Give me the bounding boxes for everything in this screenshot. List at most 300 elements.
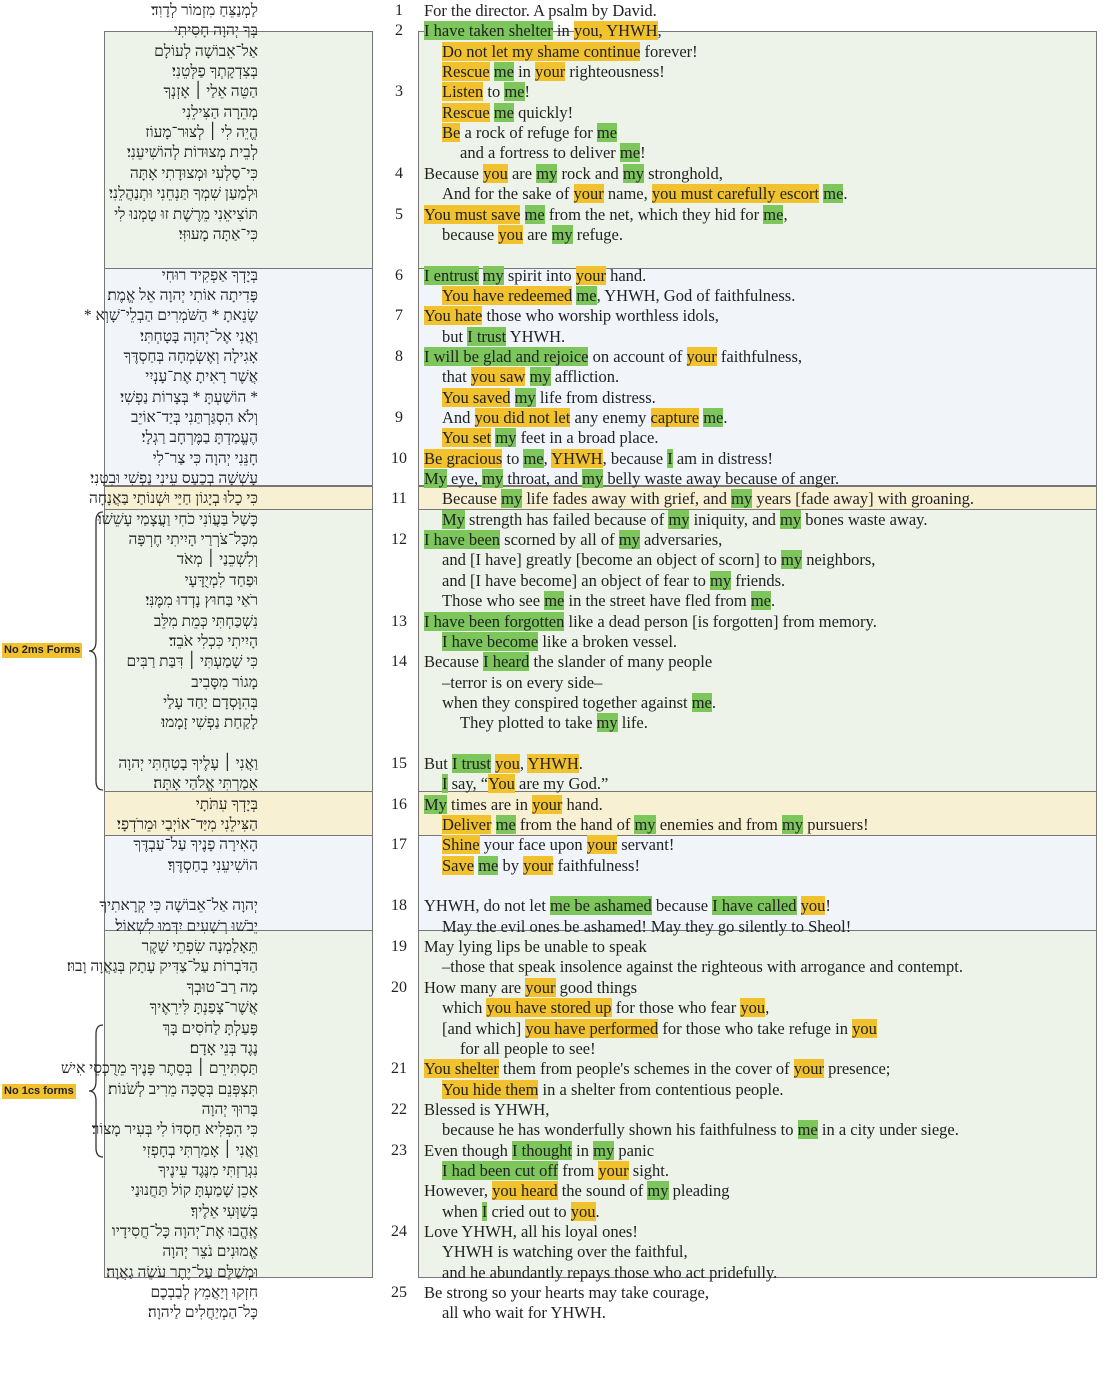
plain-text: Be strong so your hearts may take courage, [424,1283,709,1303]
psalm-line [0,408,1110,428]
psalm-line [0,1080,1110,1100]
second-person-highlight: you [495,753,520,773]
hebrew-text: הוֹשִׁיעֵנִי בְחַסְדֶּךָ׃ [167,856,258,874]
psalm-line [0,998,1110,1018]
plain-text: May the evil ones be ashamed! May they go silently to Sheol! [442,916,852,936]
psalm-line [0,1263,1110,1283]
second-person-highlight: Rescue [442,62,490,82]
hebrew-text: וּלְמַעַן שִׁמְךָ תַּנְחֵנִי וּתְנַהֲלֵנִי׃ [108,185,258,203]
plain-text: . [771,591,776,611]
plain-text [520,205,524,224]
hebrew-text: רֹאַי בַּחוּץ נָדְדוּ מִמֶּנִּי׃ [145,592,258,610]
plain-text: those who worship worthless idols, [482,306,719,326]
plain-text: good things [555,977,638,997]
hebrew-text: מִכָּל־צֹרְרַי הָיִיתִי חֶרְפָּה [128,531,258,549]
hebrew-text: שָׂנֵאתָ * הַשֹּׁמְרִים הַבְלֵי־שָׁוְא * [83,307,258,325]
plain-text: hand. [562,794,603,814]
psalm-line [0,1039,1110,1059]
verse-number: 9 [395,409,403,426]
plain-text: and a fortress to deliver [460,143,620,163]
english-text [424,978,637,998]
plain-text [510,388,514,407]
english-text [442,82,530,102]
english-text [442,1202,600,1222]
plain-text: , [657,21,662,41]
plain-text: iniquity, and [689,509,781,529]
english-text [442,1120,959,1140]
hebrew-text: חִזְקוּ וְיַאֲמֵץ לְבַבְכֶם [150,1284,258,1302]
plain-text: and [I have become] an object of fear to [442,570,710,590]
psalm-line [0,713,1110,733]
plain-text: May lying lips be unable to speak [424,937,647,957]
english-text [442,42,698,62]
first-person-highlight: I have been [424,530,501,550]
plain-text: are [523,224,552,244]
hebrew-text: כִּי שָׁמַעְתִּי ׀ דִּבַּת רַבִּים [126,653,258,671]
plain-text: that [442,367,471,387]
first-person-highlight: my [501,489,523,509]
second-person-highlight: Be gracious [424,448,503,468]
english-text [424,1222,638,1242]
english-text [460,143,646,163]
english-text [424,1141,654,1161]
hebrew-text: כִּי הִפְלִיא חַסְדּוֹ לִי בְּעִיר מָצוֹר׃ [91,1121,258,1139]
hebrew-text: מְהֵרָה הַצִּילֵנִי [182,103,258,121]
verse-number: 5 [395,205,403,223]
verse-number: 7 [395,307,403,325]
plain-text: hand. [605,265,647,285]
plain-text: Even though [424,1140,512,1160]
verse-number: 12 [391,531,407,549]
second-person-highlight: Deliver [442,815,492,834]
hebrew-text: אֲשֶׁר רָאִיתָ אֶת־עָנְיִי [145,368,258,386]
hebrew-text: בְּיָדְךָ עִתֹּתָי [195,795,258,813]
hebrew-text: נִגְרַזְתִּי מִנֶּגֶד עֵינֶיךָ [158,1161,258,1179]
verse-number: 1 [395,2,403,19]
plain-text: your face upon [479,835,587,855]
hebrew-text: יְהוָה אַל־אֵבוֹשָׁה כִּי קְרָאתִיךָ [99,897,258,915]
english-text [442,428,658,448]
plain-text: belly waste away because of anger. [603,469,840,489]
first-person-highlight: I have called [712,896,797,916]
english-text [442,62,665,82]
psalm-line [0,835,1110,855]
plain-text: YHWH, do not let [424,896,551,916]
english-text [424,164,723,184]
plain-text: am in distress! [672,448,774,468]
second-person-highlight: You saved [442,387,511,407]
hebrew-text: לְבֵית מְצוּדוֹת לְהוֹשִׁיעֵנִי׃ [126,144,258,162]
first-person-highlight: my [622,163,644,183]
hebrew-text: תּוֹצִיאֵנִי מֵרֶשֶׁת זוּ טָמְנוּ לִי [114,205,258,223]
first-person-highlight: I will be glad and rejoice [424,346,589,366]
hebrew-text: הֶעֱמַדְתָּ בַמֶּרְחָב רַגְלָי׃ [141,429,258,447]
second-person-highlight: You hate [424,306,483,326]
first-person-highlight: my [634,815,656,834]
plain-text: , YHWH, God of faithfulness. [596,285,796,305]
hebrew-text: בְּשַׁוְּעִי אֵלֶיךָ׃ [190,1202,258,1220]
plain-text: , [783,204,788,224]
english-text [424,21,662,41]
psalm-line [0,21,1110,41]
first-person-highlight: me [703,408,724,427]
english-text [442,673,602,693]
first-person-highlight: my [482,265,504,285]
plain-text: ! [524,82,531,102]
english-text [442,510,927,530]
english-text [442,286,795,306]
plain-text: say, “ [447,774,489,794]
plain-text: pursuers! [803,815,869,834]
english-text [442,184,848,204]
verse-number: 15 [391,754,407,772]
verse-number: 6 [395,266,403,284]
hebrew-text: אַל־אֵבוֹשָׁה לְעוֹלָם [154,42,258,60]
english-text [424,469,839,489]
first-person-highlight: I trust [467,326,507,346]
verse-number: 2 [395,22,403,40]
first-person-highlight: I had been cut off [442,1160,559,1180]
second-person-highlight: your [586,835,618,855]
psalm-line [0,856,1110,876]
second-person-highlight: you heard [492,1181,558,1201]
plain-text: for those who fear [611,998,741,1018]
second-person-highlight: Listen [442,82,484,102]
psalm-line [0,571,1110,591]
plain-text: in the street have fled from [564,591,751,611]
psalm-line [0,774,1110,794]
plain-text: . [595,1201,600,1221]
hebrew-text: הֱיֵה לִי ׀ לְצוּר־מָעוֹז [145,124,258,142]
english-text [442,1019,877,1039]
first-person-highlight: my [529,367,551,387]
plain-text: friends. [731,570,786,590]
english-text [424,652,712,672]
plain-text: ! [640,143,646,163]
verse-number: 14 [391,653,407,671]
first-person-highlight: my [782,815,804,834]
first-person-highlight: my [582,469,604,489]
psalm-line [0,1242,1110,1262]
psalm-line [0,693,1110,713]
second-person-highlight: Be [442,123,461,143]
plain-text: YHWH. [506,326,566,346]
plain-text: life fades away with grief, and [522,489,732,509]
first-person-highlight: I [442,774,448,794]
english-text [460,1039,596,1059]
english-text [424,266,646,286]
plain-text: life. [617,713,648,733]
verse-number: 20 [391,978,407,996]
psalm-line [0,1141,1110,1161]
hebrew-text: וַאֲנִי אֶל־יְהוָה בָּטָחְתִּי׃ [140,327,258,345]
plain-text [797,896,801,915]
hebrew-text: הַצִּילֵנִי מִיַּד־אוֹיְבַי וּמֵרֹדְפָי׃ [116,816,258,833]
first-person-highlight: me [544,591,565,611]
psalm-line [0,591,1110,611]
plain-text: . [711,692,717,712]
english-text [442,693,716,713]
plain-text: to [483,82,505,102]
plain-text: strength has failed because of [464,509,669,529]
second-person-highlight: you [852,1018,877,1038]
plain-text: all who wait for YHWH. [442,1303,606,1323]
psalm-line [0,469,1110,489]
english-text [442,835,674,855]
plain-text: a rock of refuge for [460,123,597,143]
first-person-highlight: I have been forgotten [424,611,565,631]
hebrew-text: אֱמוּנִים נֹצֵר יְהוָה [162,1243,258,1261]
psalm-line [0,1181,1110,1201]
first-person-highlight: my [551,224,573,244]
plain-text: Those who see [442,591,545,611]
plain-text: For the director. A psalm by David. [424,1,657,20]
psalm-line [0,957,1110,977]
plain-text: from the hand of [515,815,635,834]
english-text [424,937,647,957]
hebrew-text: אָמַרְתִּי אֱלֹהַי אָתָּה׃ [153,775,258,793]
english-text [442,815,869,835]
psalm-line [0,937,1110,957]
hebrew-text: מָגוֹר מִסָּבִיב [191,673,258,691]
second-person-highlight: you, YHWH [573,21,658,41]
plain-text: sight. [628,1160,669,1180]
hebrew-text: חָנֵּנִי יְהוָה כִּי צַר־לִי [152,449,258,467]
hebrew-text: * הוֹשַׁעְתָּ * בְּצָרוֹת נַפְשִׁי׃ [120,388,258,406]
second-person-highlight: You [488,774,515,794]
first-person-highlight: I heard [483,652,530,672]
hebrew-text: אָגִילָה וְאֶשְׂמְחָה בְּחַסְדֶּךָ [123,347,258,365]
english-text [442,998,769,1018]
verse-number: 10 [391,449,407,467]
plain-text: in [552,21,574,41]
first-person-highlight: I trust [451,753,491,773]
verse-number: 25 [391,1284,407,1302]
second-person-highlight: your [793,1059,824,1079]
plain-text: cried out to [487,1201,571,1221]
hebrew-text: כִּי־אַתָּה מָעוּזִּי׃ [178,225,258,243]
first-person-highlight: me [576,285,597,305]
plain-text: like a dead person [is forgotten] from memory. [564,611,877,631]
hebrew-text: כָּשַׁל בַּעֲוֹנִי כֹחִי וַעֲצָמַי עָשֵׁשׁוּ׃ [97,510,258,528]
plain-text: in a city under siege. [817,1120,959,1140]
plain-text: . [723,408,728,427]
hebrew-text: תִּצְפְּנֵם בְּסֻכָּה מֵרִיב לְשֹׁנוֹת׃ [108,1080,258,1098]
second-person-highlight: YHWH [551,448,603,468]
second-person-highlight: you did not let [474,408,571,427]
plain-text: panic [614,1140,655,1160]
psalm-line [0,449,1110,469]
first-person-highlight: my [731,489,753,509]
psalm-line [0,225,1110,245]
plain-text: , because [602,448,668,468]
hebrew-text: תַּסְתִּירֵם ׀ בְּסֵתֶר פָּנֶיךָ מֵרֻכְסֵי אִישׁ [61,1060,258,1078]
second-person-highlight: your [525,977,556,997]
psalm-line [0,388,1110,408]
plain-text: feet in a broad place. [516,428,659,448]
hebrew-text: הָיִיתִי כִּכְלִי אֹבֵד׃ [168,632,258,650]
plain-text: scorned by all of [500,530,619,550]
hebrew-text: אָכֵן שָׁמַעְתָּ קוֹל תַּחֲנוּנַי [130,1182,258,1200]
hebrew-text: וּפַחַד לִמְיֻדָּעָי [184,571,258,589]
psalm-line [0,795,1110,815]
psalm-line [0,673,1110,693]
verse-number: 19 [391,938,407,956]
first-person-highlight: I thought [512,1140,573,1160]
english-text [442,1161,669,1181]
verse-number: 11 [391,490,407,508]
english-text [442,856,640,876]
second-person-highlight: YHWH [527,753,579,773]
second-person-highlight: your [575,265,606,285]
first-person-highlight: my [781,550,803,570]
second-person-highlight: your [598,1160,629,1180]
first-person-highlight: me [596,123,618,143]
psalm-line [0,286,1110,306]
first-person-highlight: my [593,1140,615,1160]
first-person-highlight: me [823,184,844,204]
plain-text: throat, and [503,469,583,489]
english-text [442,591,775,611]
second-person-highlight: you [483,163,508,183]
psalm-line [0,815,1110,835]
psalm-line [0,266,1110,286]
hebrew-text: אֶֽהֱבוּ אֶת־יְהוָה כָּל־חֲסִידָיו [111,1223,258,1240]
plain-text: which [442,998,487,1018]
verse-number: 22 [391,1100,407,1118]
psalm-line [0,428,1110,448]
first-person-highlight: I [667,448,673,468]
hebrew-text: בָּרוּךְ יְהוָה [201,1100,258,1118]
first-person-highlight: My [424,469,447,489]
first-person-highlight: my [482,469,504,489]
hebrew-text: כָּל־הַמְיַחֲלִים לַיהוָה׃ [147,1304,258,1322]
second-person-highlight: you must carefully escort [651,184,820,204]
psalm-line [0,612,1110,632]
plain-text: –terror is on every side– [442,672,603,692]
hebrew-text: אֲשֶׁר־צָפַנְתָּ לִּירֵאֶיךָ [149,999,258,1017]
plain-text: stronghold, [643,163,723,183]
english-text [442,571,785,591]
plain-text: years [fade away] with groaning. [752,489,974,509]
first-person-highlight: me [493,102,514,122]
english-text [442,327,565,347]
psalm-line [0,1161,1110,1181]
first-person-highlight: my [495,428,517,448]
hebrew-text: נֶגֶד בְּנֵי אָדָם׃ [189,1039,258,1057]
english-text [442,103,573,123]
english-text [424,1283,709,1303]
hebrew-text: תֵּאָלַמְנָה שִׂפְתֵי שָׁקֶר [141,938,258,956]
hebrew-text: פָּעַלְתָּ לַחֹסִים בָּךְ [162,1019,258,1037]
plain-text: because [442,224,499,244]
first-person-highlight: my [618,530,640,550]
psalm-line [0,754,1110,774]
hebrew-text: הַדֹּבְרוֹת עַל־צַדִּיק עָתָק בְּגַאֲוָה וָבוּז׃ [66,958,258,976]
psalm-line [0,510,1110,530]
verse-number: 3 [395,83,403,101]
plain-text: for those who take refuge in [658,1018,853,1038]
plain-text: neighbors, [802,550,876,570]
english-text [424,612,877,632]
hebrew-text: מָה רַב־טוּבְךָ [186,978,258,996]
psalm-line [0,347,1110,367]
plain-text: and he abundantly repays those who act pridefully. [442,1262,778,1282]
plain-text: spirit into [503,265,576,285]
plain-text: But [424,753,452,773]
first-person-highlight: I have taken shelter [424,21,553,41]
psalm-line [0,978,1110,998]
psalm-line [0,42,1110,62]
first-person-highlight: me [493,62,514,82]
second-person-highlight: your [532,794,563,814]
english-text [442,408,728,428]
plain-text: Love YHWH, all his loyal ones! [424,1222,638,1241]
psalm-line [0,917,1110,937]
plain-text: [and which] [442,1018,526,1038]
plain-text: when [442,1201,482,1221]
plain-text: servant! [617,835,675,855]
psalm-line [0,367,1110,387]
english-text [424,896,831,916]
plain-text: because [651,896,713,916]
verse-number: 18 [391,897,407,915]
english-text [424,795,603,815]
psalm-line [0,306,1110,326]
second-person-highlight: your [523,855,554,875]
verse-number: 21 [391,1060,407,1078]
psalm-line [0,1,1110,21]
psalm-line [0,876,1110,896]
psalm-line [0,103,1110,123]
plain-text: . [578,753,583,773]
psalm-line [0,734,1110,754]
first-person-highlight: me [750,591,772,611]
second-person-highlight: capture [650,408,700,427]
hebrew-text: וְלֹא הִסְגַּרְתַּנִי בְּיַד־אוֹיֵב [130,409,258,426]
second-person-highlight: You hide them [442,1079,539,1099]
hebrew-text: כִּי־סַלְעִי וּמְצוּדָתִי אָתָּה [129,164,258,182]
plain-text: quickly! [513,102,574,122]
hebrew-text: וַאֲנִי ׀ עָלֶיךָ בָטַחְתִּי יְהוָה [118,754,258,772]
plain-text: , [519,753,528,773]
psalm-line [0,62,1110,82]
plain-text: And for the sake of [442,184,574,204]
plain-text: pleading [668,1181,730,1201]
psalm-line [0,1120,1110,1140]
hebrew-text: פָּדִיתָה אוֹתִי יְהוָה אֵל אֱמֶת׃ [107,286,258,304]
first-person-highlight: me [797,1120,818,1140]
hebrew-text: בְּהִוָּסְדָם יַחַד עָלַי [163,693,258,711]
first-person-highlight: my [647,1181,669,1201]
psalm-line [0,327,1110,347]
hebrew-text: יֵבֹשׁוּ רְשָׁעִים יִדְּמוּ לִשְׁאוֹל׃ [115,917,258,935]
english-text [442,225,623,245]
verse-number: 4 [395,164,403,182]
plain-text: rock and [557,163,623,183]
english-text [442,489,974,509]
first-person-highlight: my [780,509,802,529]
plain-text: Because [442,489,502,509]
psalm-line [0,896,1110,916]
plain-text: in [572,1140,594,1160]
hebrew-text: לַמְנַצֵּחַ מִזְמוֹר לְדָוִד׃ [151,2,258,19]
plain-text: are [507,163,537,183]
plain-text: , [543,448,552,468]
english-text [442,367,619,387]
plain-text: like a broken vessel. [538,631,678,651]
plain-text: affliction. [550,367,620,387]
